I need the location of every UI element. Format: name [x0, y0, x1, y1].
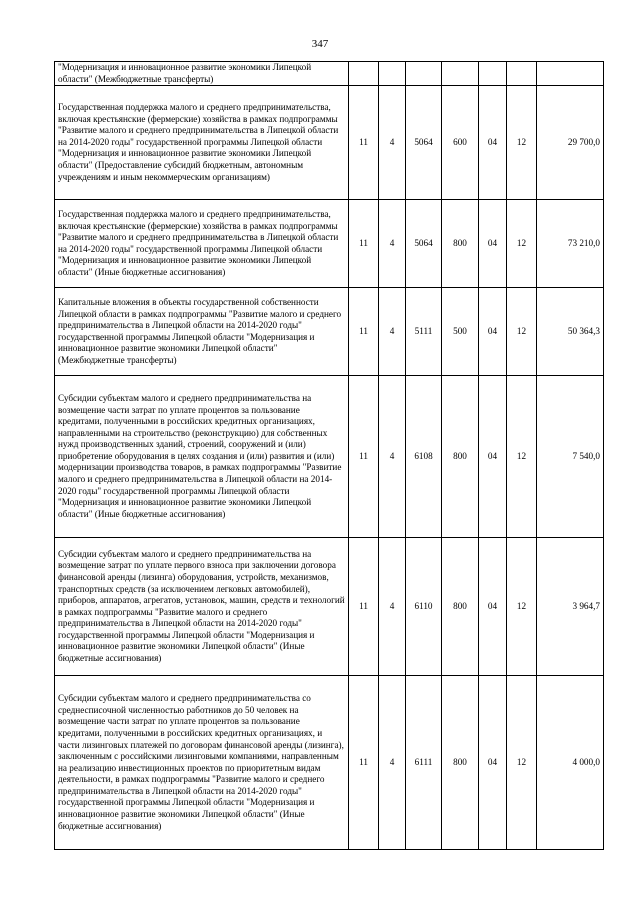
cell-code-5: 04 [479, 538, 507, 676]
row-description: Субсидии субъектам малого и среднего предпринимательства со среднесписочной численностью работников до 50 человек на возмещение части затрат по уплате процентов за пользование кредитами, полученными в российских кредитных организациях, и части лизинговых платежей по договорам финансовой аренды (лизинга), заключенным с российскими лизинговыми компаниями, направленным на реализацию инвестиционных проектов по приоритетным видам деятельности, в рамках подпрограммы "Развитие малого и среднего предпринимательства в Липецкой области на 2014-2020 годы" государственной программы Липецкой области "Модернизация и инновационное развитие экономики Липецкой области" (Иные бюджетные ассигнования) [55, 676, 349, 850]
cell-code-3: 6110 [406, 538, 442, 676]
cell-code-1: 11 [349, 200, 379, 288]
cell-code-6: 12 [507, 538, 537, 676]
row-description: Государственная поддержка малого и среднего предпринимательства, включая крестьянские (фермерские) хозяйства в рамках подпрограммы "Развитие малого и среднего предпринимательства в Липецкой области на 2014-2020 годы" государственной программы Липецкой области "Модернизация и инновационное развитие экономики Липецкой области" (Предоставление субсидий бюджетным, автономным учреждениям и иным некоммерческим организациям) [55, 86, 349, 200]
cell-amount: 3 964,7 [537, 538, 604, 676]
cell-code-4: 500 [442, 288, 479, 376]
cell-code-1: 11 [349, 538, 379, 676]
cell-code-6: 12 [507, 200, 537, 288]
cell-code-6: 12 [507, 376, 537, 538]
cell-code-2: 4 [379, 376, 406, 538]
row-description: Капитальные вложения в объекты государственной собственности Липецкой области в рамках подпрограммы "Развитие малого и среднего предпринимательства в Липецкой области на 2014-2020 годы" государственной программы Липецкой области "Модернизация и инновационное развитие экономики Липецкой области" (Межбюджетные трансферты) [55, 288, 349, 376]
table-row [55, 676, 604, 850]
budget-table [54, 61, 604, 850]
cell-code-1 [349, 62, 379, 86]
cell-amount: 7 540,0 [537, 376, 604, 538]
cell-code-6: 12 [507, 288, 537, 376]
cell-code-2: 4 [379, 200, 406, 288]
cell-code-3: 6108 [406, 376, 442, 538]
row-description: Государственная поддержка малого и среднего предпринимательства, включая крестьянские (фермерские) хозяйства в рамках подпрограммы "Развитие малого и среднего предпринимательства в Липецкой области на 2014-2020 годы" государственной программы Липецкой области "Модернизация и инновационное развитие экономики Липецкой области" (Иные бюджетные ассигнования) [55, 200, 349, 288]
page-number: 347 [311, 38, 329, 50]
table-row [55, 200, 604, 288]
cell-code-2: 4 [379, 538, 406, 676]
cell-code-1: 11 [349, 376, 379, 538]
cell-code-4: 800 [442, 376, 479, 538]
cell-code-1: 11 [349, 86, 379, 200]
cell-code-4: 600 [442, 86, 479, 200]
cell-amount: 4 000,0 [537, 676, 604, 850]
cell-code-4: 800 [442, 676, 479, 850]
cell-code-3: 5064 [406, 86, 442, 200]
table-row [55, 86, 604, 200]
cell-code-4: 800 [442, 538, 479, 676]
cell-code-4 [442, 62, 479, 86]
cell-code-5: 04 [479, 86, 507, 200]
row-description: "Модернизация и инновационное развитие экономики Липецкой области" (Межбюджетные трансферты) [55, 62, 349, 86]
cell-code-1: 11 [349, 676, 379, 850]
cell-code-3: 6111 [406, 676, 442, 850]
cell-amount: 73 210,0 [537, 200, 604, 288]
cell-code-6: 12 [507, 676, 537, 850]
cell-code-3 [406, 62, 442, 86]
cell-code-6 [507, 62, 537, 86]
cell-code-5 [479, 62, 507, 86]
cell-code-2: 4 [379, 288, 406, 376]
cell-amount: 50 364,3 [537, 288, 604, 376]
cell-code-2: 4 [379, 676, 406, 850]
cell-code-3: 5111 [406, 288, 442, 376]
cell-code-5: 04 [479, 676, 507, 850]
cell-code-2 [379, 62, 406, 86]
cell-code-6: 12 [507, 86, 537, 200]
table-row [55, 538, 604, 676]
cell-amount [537, 62, 604, 86]
cell-code-5: 04 [479, 200, 507, 288]
row-description: Субсидии субъектам малого и среднего предпринимательства на возмещение затрат по уплате первого взноса при заключении договора финансовой аренды (лизинга) оборудования, устройств, механизмов, транспортных средств (за исключением легковых автомобилей), приборов, аппаратов, агрегатов, установок, машин, средств и технологий в рамках подпрограммы "Развитие малого и среднего предпринимательства в Липецкой области на 2014-2020 годы" государственной программы Липецкой области "Модернизация и инновационное развитие экономики Липецкой области" (Иные бюджетные ассигнования) [55, 538, 349, 676]
cell-code-5: 04 [479, 376, 507, 538]
cell-code-5: 04 [479, 288, 507, 376]
cell-code-1: 11 [349, 288, 379, 376]
table-row [55, 62, 604, 86]
row-description: Субсидии субъектам малого и среднего предпринимательства на возмещение части затрат по уплате процентов за пользование кредитами, полученными в российских кредитных организациях, направленными на строительство (реконструкцию) для собственных нужд производственных зданий, строений, сооружений и (или) приобретение оборудования в целях создания и (или) развития и (или) модернизации производства товаров, в рамках подпрограммы "Развитие малого и среднего предпринимательства в Липецкой области на 2014-2020 годы" государственной программы Липецкой области "Модернизация и инновационное развитие экономики Липецкой области" (Иные бюджетные ассигнования) [55, 376, 349, 538]
cell-code-4: 800 [442, 200, 479, 288]
table-row [55, 288, 604, 376]
cell-amount: 29 700,0 [537, 86, 604, 200]
cell-code-2: 4 [379, 86, 406, 200]
cell-code-3: 5064 [406, 200, 442, 288]
table-row [55, 376, 604, 538]
